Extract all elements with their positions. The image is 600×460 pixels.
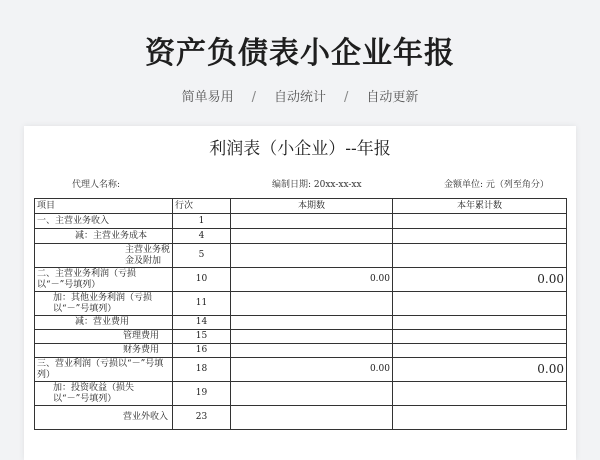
cell-item[interactable]: 加：投资收益（损失以“－”号填列） <box>35 382 173 406</box>
sheet-title: 利润表（小企业）--年报 <box>209 139 391 159</box>
date-label: 编制日期: 20xx-xx-xx <box>272 180 362 190</box>
table-row <box>35 382 567 406</box>
cell-item[interactable]: 营业外收入 <box>35 406 173 430</box>
cell-row-no: 4 <box>173 229 231 244</box>
cell-ytd[interactable] <box>393 344 567 358</box>
cell-item[interactable]: 加：其他业务利润（亏损以“－”号填列） <box>35 292 173 316</box>
cell-current[interactable] <box>231 344 393 358</box>
table-row <box>35 292 567 316</box>
cell-current[interactable] <box>231 214 393 229</box>
table-row <box>35 316 567 330</box>
cell-ytd[interactable] <box>393 292 567 316</box>
cell-current[interactable]: 0.00 <box>231 268 393 292</box>
cell-row-no: 5 <box>173 244 231 268</box>
table-row <box>35 244 567 268</box>
cell-current[interactable] <box>231 382 393 406</box>
unit-label: 金额单位: 元（列至角分） <box>444 180 549 190</box>
table-row <box>35 330 567 344</box>
tag-separator: / <box>344 90 349 105</box>
tag-separator: / <box>251 90 256 105</box>
cell-row-no: 23 <box>173 406 231 430</box>
cell-ytd[interactable] <box>393 214 567 229</box>
cell-item[interactable]: 财务费用 <box>35 344 173 358</box>
cell-row-no: 16 <box>173 344 231 358</box>
cell-ytd[interactable] <box>393 330 567 344</box>
cell-item[interactable]: 三、营业利润（亏损以“－”号填列） <box>35 358 173 382</box>
cell-ytd[interactable] <box>393 316 567 330</box>
table-header-row <box>35 199 567 214</box>
cell-item[interactable]: 二、主营业务利润（亏损以“－”号填列） <box>35 268 173 292</box>
cell-row-no: 18 <box>173 358 231 382</box>
cell-ytd[interactable] <box>393 229 567 244</box>
table-row <box>35 268 567 292</box>
cell-row-no: 14 <box>173 316 231 330</box>
cell-item[interactable] <box>35 244 173 268</box>
cell-current[interactable] <box>231 292 393 316</box>
table-row <box>35 214 567 229</box>
agent-label: 代理人名称: <box>72 180 121 190</box>
header-current: 本期数 <box>231 199 393 214</box>
page-title: 资产负债表小企业年报 <box>145 36 455 71</box>
cell-item-text: 主营业务税金及附加 <box>125 244 171 266</box>
cell-row-no: 11 <box>173 292 231 316</box>
header-item: 项目 <box>35 199 173 214</box>
table-row <box>35 229 567 244</box>
cell-current[interactable] <box>231 330 393 344</box>
table-row <box>35 344 567 358</box>
tag-easy: 简单易用 <box>181 90 234 105</box>
cell-row-no: 19 <box>173 382 231 406</box>
table-row <box>35 358 567 382</box>
cell-ytd[interactable]: 0.00 <box>393 268 567 292</box>
cell-item[interactable]: 减：主营业务成本 <box>35 229 173 244</box>
cell-current[interactable] <box>231 406 393 430</box>
header-row-no: 行次 <box>173 199 231 214</box>
income-statement-sheet <box>24 126 576 460</box>
tag-auto-update: 自动更新 <box>366 90 419 105</box>
tag-auto-stats: 自动统计 <box>273 90 326 105</box>
tagline <box>0 86 600 105</box>
cell-row-no: 10 <box>173 268 231 292</box>
cell-ytd[interactable] <box>393 244 567 268</box>
cell-current[interactable]: 0.00 <box>231 358 393 382</box>
cell-current[interactable] <box>231 244 393 268</box>
cell-item[interactable]: 减：营业费用 <box>35 316 173 330</box>
cell-item[interactable]: 管理费用 <box>35 330 173 344</box>
cell-current[interactable] <box>231 316 393 330</box>
cell-ytd[interactable] <box>393 406 567 430</box>
table-row <box>35 406 567 430</box>
cell-current[interactable] <box>231 229 393 244</box>
cell-row-no: 15 <box>173 330 231 344</box>
cell-ytd[interactable]: 0.00 <box>393 358 567 382</box>
cell-item[interactable]: 一、主营业务收入 <box>35 214 173 229</box>
income-table <box>34 198 567 430</box>
cell-ytd[interactable] <box>393 382 567 406</box>
header-ytd: 本年累计数 <box>393 199 567 214</box>
cell-row-no: 1 <box>173 214 231 229</box>
